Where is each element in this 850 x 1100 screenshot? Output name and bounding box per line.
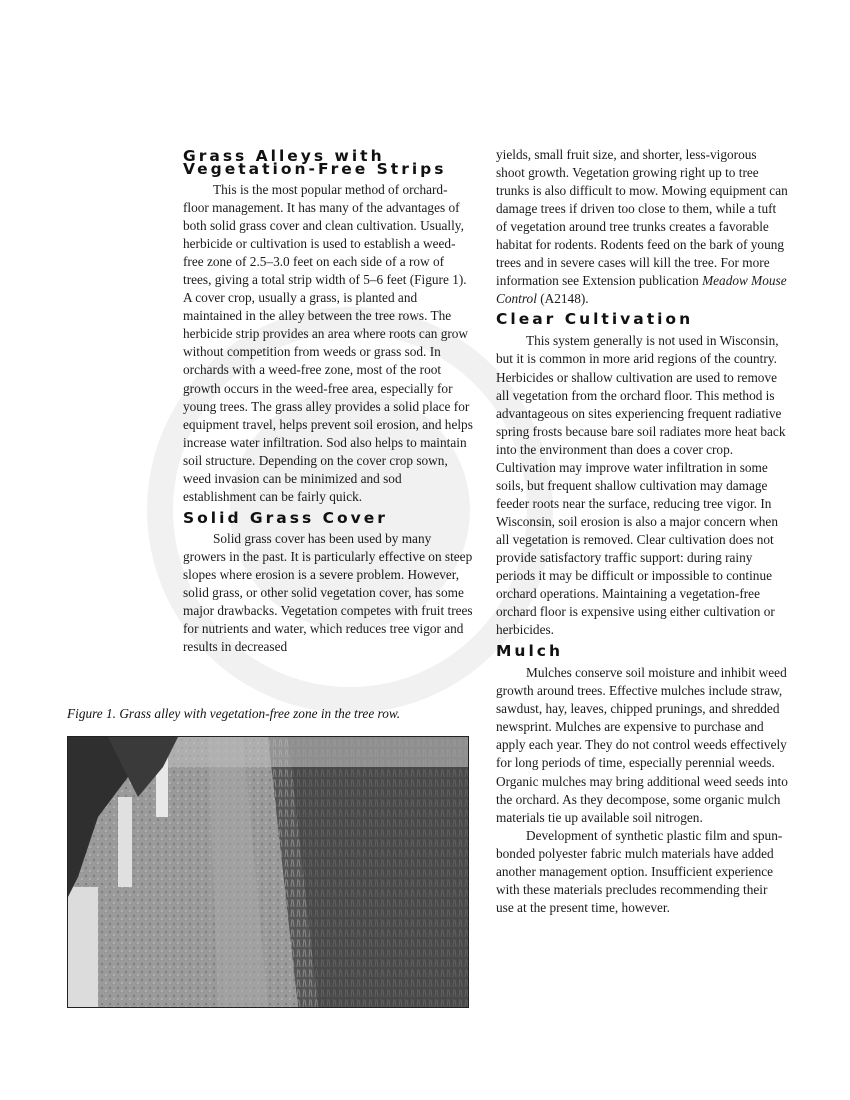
continued-text-post: (A2148).	[536, 291, 589, 307]
left-column	[183, 147, 473, 656]
mulch-paragraph-2: Development of synthetic plastic film and spun-bonded polyester fabric mulch materials have added another management option. Insufficient experience with these materials precludes recommending their use at the present time, however.	[496, 827, 783, 915]
grass-alleys-paragraph: This is the most popular method of orchard-floor management. It has many of the advantages of both solid grass cover and clean cultivation. Usually, herbicide or cultivation is used to establish a weed-free zone of 2.5–3.0 feet on each side of a row of trees, giving a total strip width of 5–6 feet (Figure 1). A cover crop, usually a grass, is planted and maintained in the alley between the tree rows. The herbicide strip provides an area where roots can grow without competition from weeds or grass sod. In orchards with a weed-free zone, most of the root growth occurs in the weed-free area, especially for young trees. The grass alley provides a solid place for equipment travel, helps prevent soil erosion, and helps increase water infiltration. Sod also helps to maintain soil structure. Depending on the cover crop sown, weed invasion can be minimized and sod establishment can be fairly quick.	[183, 182, 473, 504]
clear-cultivation-paragraph: This system generally is not used in Wisconsin, but it is common in more arid regions of the country. Herbicides or shallow cultivation are used to remove all vegetation from the orchard floor. This method is advantageous on sites experiencing frequent radiative spring frosts because bare soil radiates more heat back into the environment than does a cover crop. Cultivation may improve water infiltration in some soils, but frequent shallow cultivation may damage feeder roots near the surface, reducing tree vigor. In Wisconsin, soil erosion is also a major concern when all vegetation is removed. Clear cultivation does not provide satisfactory traffic support: during rainy periods it may be difficult or impossible to continue orchard operations. Maintaining a vegetation-free orchard floor is expensive using either cultivation or herbicides.	[496, 333, 786, 638]
section-heading-solid-grass: Solid Grass Cover	[183, 508, 388, 527]
section-heading-mulch: Mulch	[496, 642, 563, 661]
section-heading-grass-alleys	[183, 147, 473, 178]
heading-line-1: Grass Alleys with	[183, 147, 385, 165]
solid-grass-paragraph: Solid grass cover has been used by many growers in the past. It is particularly effective on steep slopes where erosion is a severe problem. However, solid grass, or other solid vegetation cover, has some major drawbacks. Vegetation competes with fruit trees for nutrients and water, which reduces tree vigor and results in decreased	[183, 530, 473, 655]
solid-grass-continued-paragraph	[496, 146, 788, 308]
mulch-paragraph-1: Mulches conserve soil moisture and inhibit weed growth around trees. Effective mulches include straw, sawdust, hay, leaves, chipped prunings, and shredded newsprint. Mulches are expensive to purchase and apply each year. They do not control weeds effectively for long periods of time, especially perennial weeds. Organic mulches may bring additional weed seeds into the orchard. As they decompose, some organic mulch materials tie up available soil nitrogen.	[496, 665, 788, 825]
right-column	[496, 146, 788, 917]
continued-text-pre: yields, small fruit size, and shorter, less-vigorous shoot growth. Vegetation growing right up to tree trunks is also difficult to mow. Mowing equipment can damage trees if driven too close to them, while a tuft of vegetation around tree trunks creates a favorable habitat for rodents. Rodents feed on the bark of young trees and in severe cases will kill the tree. For more information see Extension publication	[496, 147, 788, 289]
figure-caption: Figure 1. Grass alley with vegetation-free zone in the tree row.	[67, 706, 401, 721]
heading-line-2: Vegetation-Free Strips	[183, 160, 447, 178]
publication-title: Meadow Mouse Control	[496, 273, 787, 307]
figure-photo	[67, 736, 469, 1008]
section-heading-clear-cultivation: Clear Cultivation	[496, 310, 694, 329]
orchard-photo-illustration	[68, 737, 468, 1007]
